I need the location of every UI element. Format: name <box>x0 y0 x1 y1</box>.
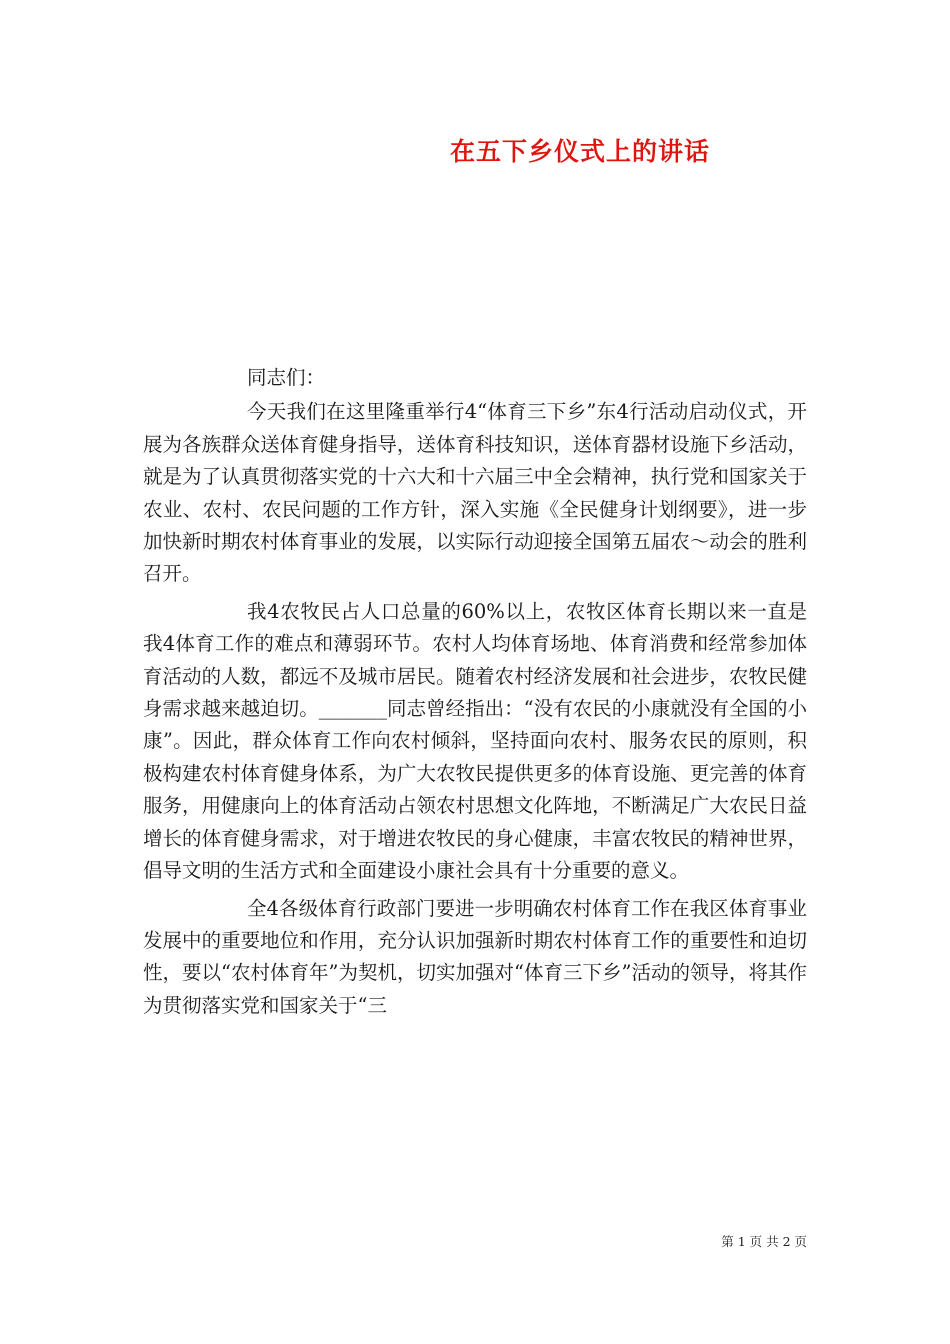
page-footer: 第 1 页 共 2 页 <box>721 1234 807 1249</box>
document-title: 在五下乡仪式上的讲话 <box>450 137 711 166</box>
paragraph-3: 全4各级体育行政部门要进一步明确农村体育工作在我区体育事业发展中的重要地位和作用，充分认识加强新时期农村体育工作的重要性和迫切性，要以“农村体育年”为契机，切实加强对“体育三下乡”活动的领导，将其作为贯彻落实党和国家关于“三 <box>143 896 807 1017</box>
paragraph-1: 今天我们在这里隆重举行4“体育三下乡”东4行活动启动仪式，开展为各族群众送体育健身指导，送体育科技知识，送体育器材设施下乡活动，就是为了认真贯彻落实党的十六大和十六届三中全会精神，执行党和国家关于农业、农村、农民问题的工作方针，深入实施《全民健身计划纲要》，进一步加快新时期农村体育事业的发展，以实际行动迎接全国第五届农～动会的胜利召开。 <box>143 400 807 586</box>
paragraph-2: 我4农牧民占人口总量的60%以上，农牧区体育长期以来一直是我4体育工作的难点和薄弱环节。农村人均体育场地、体育消费和经常参加体育活动的人数，都远不及城市居民。随着农村经济发展和社会进步，农牧民健身需求越来越迫切。_______同志曾经指出：“没有农民的小康就没有全国的小康”。因此，群众体育工作向农村倾斜，坚持面向农村、服务农民的原则，积极构建农村体育健身体系，为广大农牧民提供更多的体育设施、更完善的体育服务，用健康向上的体育活动占领农村思想文化阵地，不断满足广大农民日益增长的体育健身需求，对于增进农牧民的身心健康，丰富农牧民的精神世界，倡导文明的生活方式和全面建设小康社会具有十分重要的意义。 <box>143 599 807 883</box>
salutation: 同志们： <box>247 366 326 389</box>
document-body <box>143 362 807 1022</box>
